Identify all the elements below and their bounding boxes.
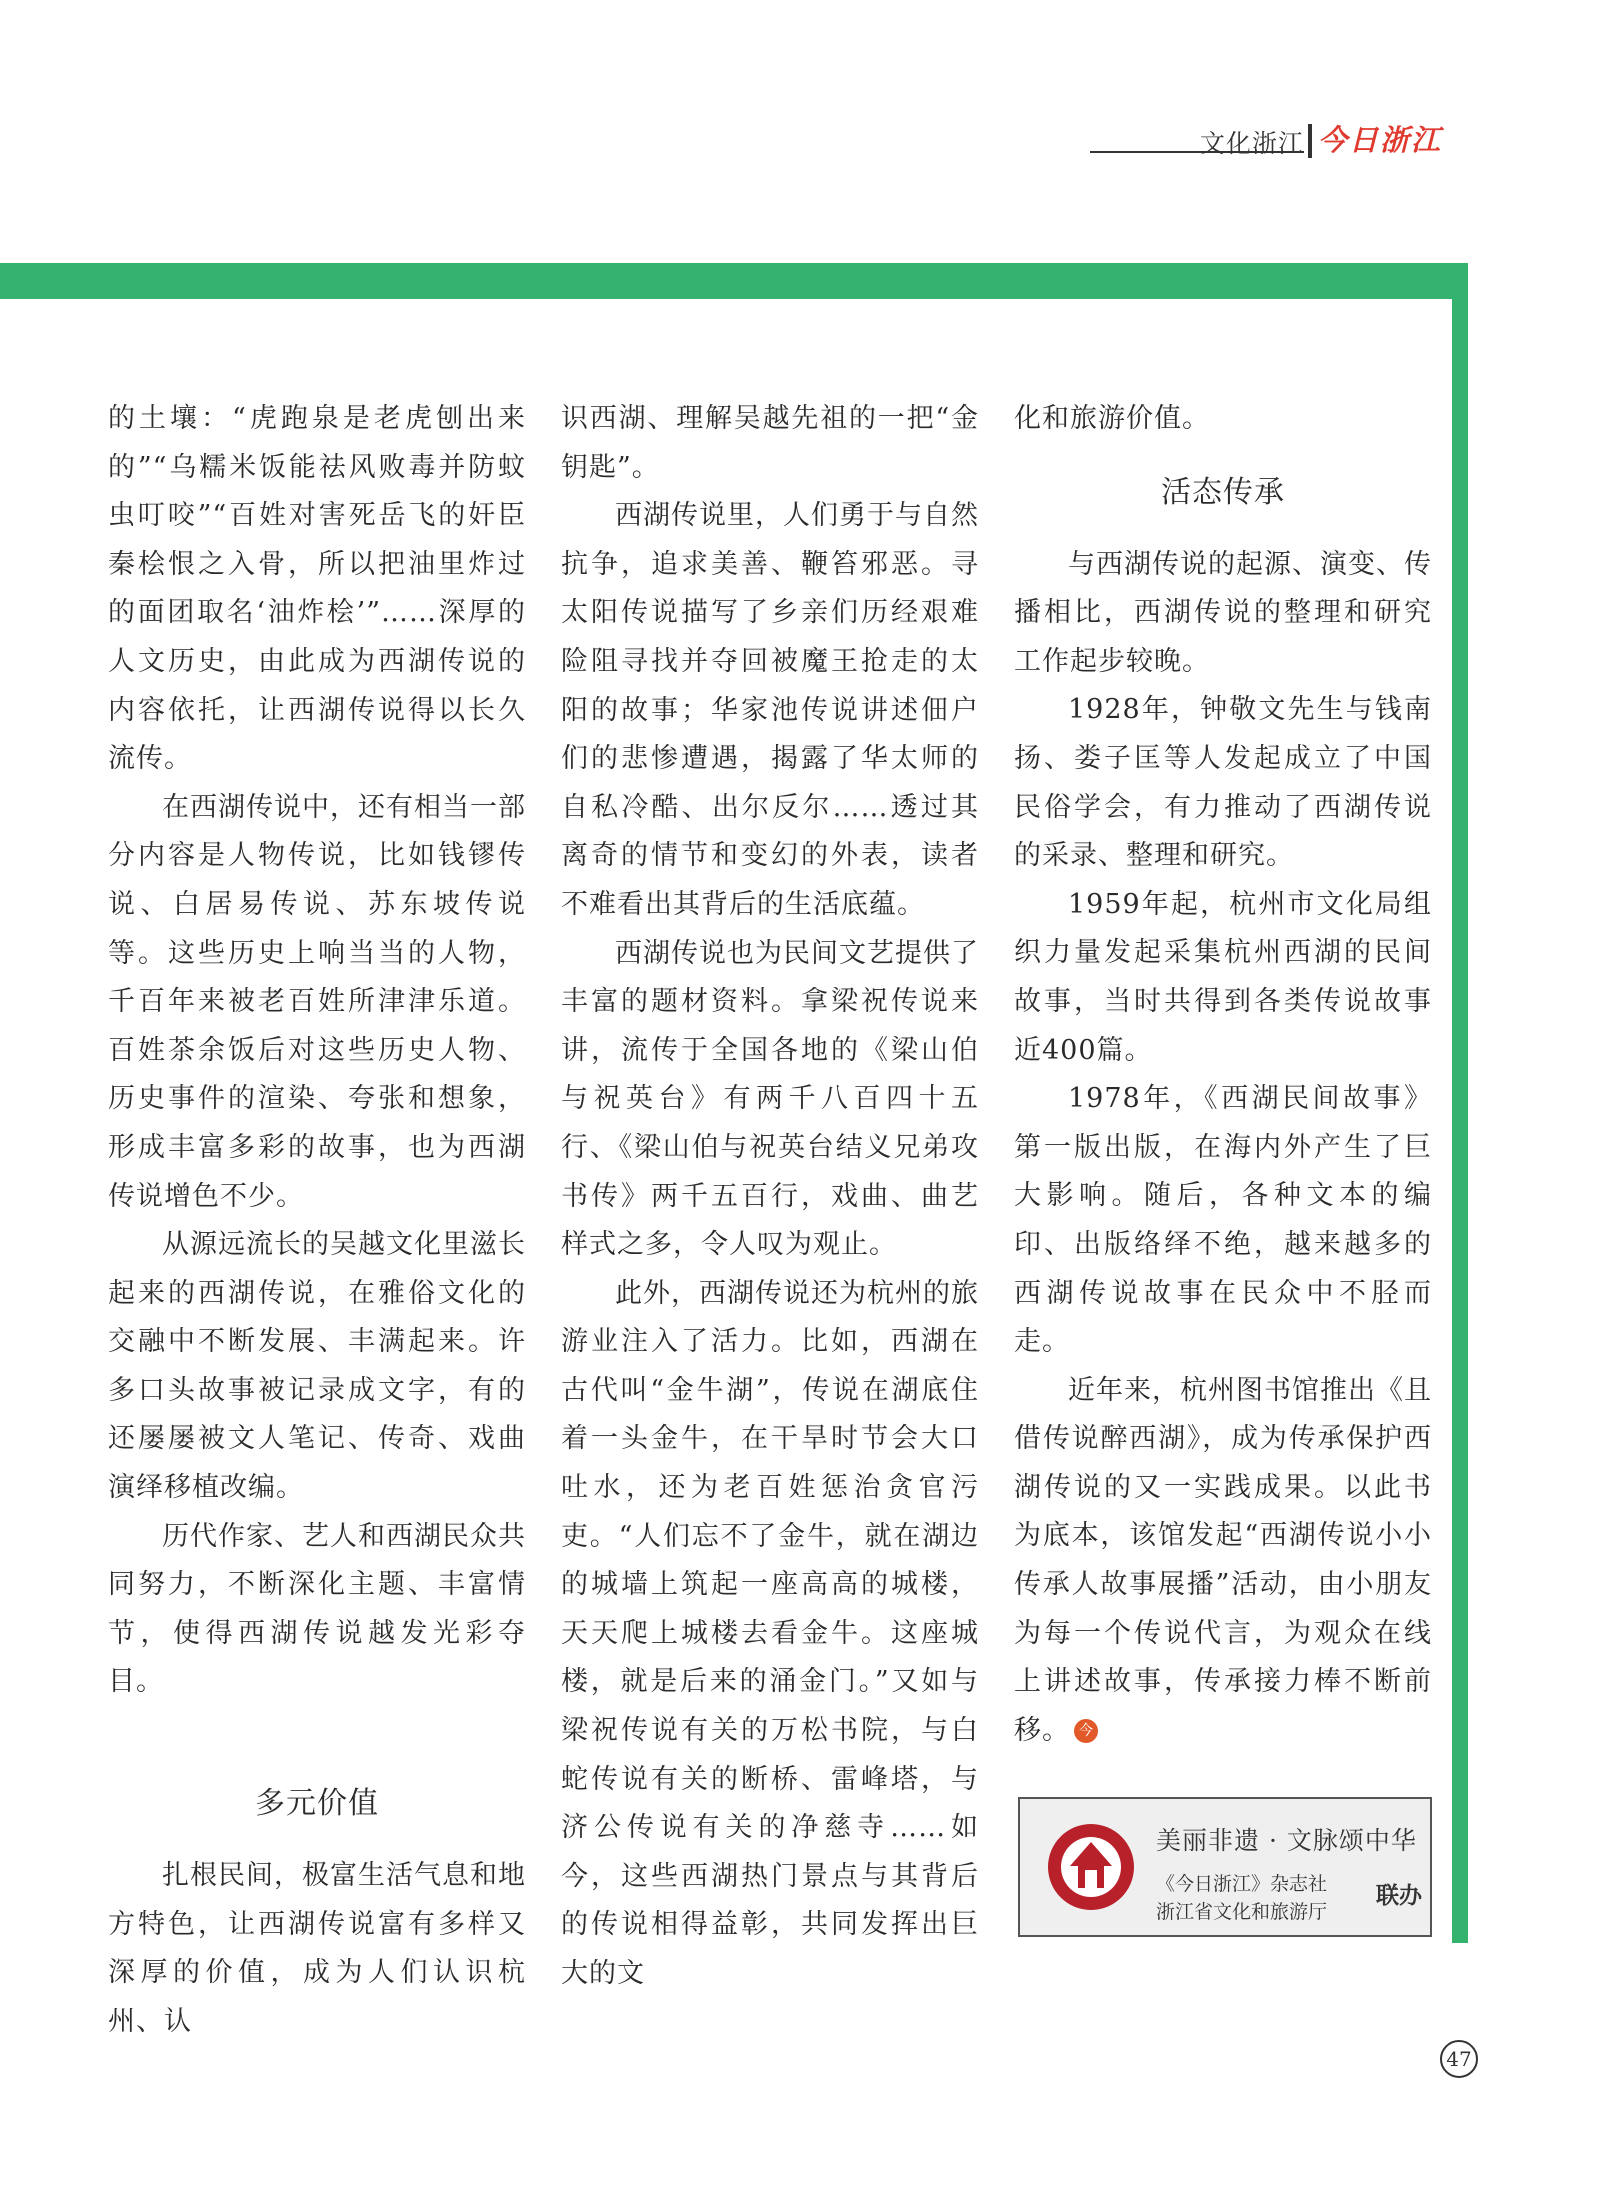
article-column-1	[108, 395, 526, 2046]
green-side-bar	[1452, 263, 1468, 1943]
sponsor-org-magazine: 《今日浙江》杂志社	[1156, 1873, 1328, 1895]
paragraph: 在西湖传说中，还有相当一部分内容是人物传说，比如钱镠传说、白居易传说、苏东坡传说等。这些历史上响当当的人物，千百年来被老百姓所津津乐道。百姓茶余饭后对这些历史人物、历史事件的渲染、夸张和想象，形成丰富多彩的故事，也为西湖传说增色不少。	[108, 791, 526, 1212]
article-column-2	[561, 395, 979, 1999]
green-top-band	[0, 263, 1468, 299]
paragraph: 扎根民间，极富生活气息和地方特色，让西湖传说富有多样又深厚的价值，成为人们认识杭州、认	[108, 1860, 526, 2037]
magazine-logo: 今日浙江	[1318, 123, 1443, 157]
paragraph: 1978年，《西湖民间故事》第一版出版，在海内外产生了巨大影响。随后，各种文本的编印、出版络绎不绝，越来越多的西湖传说故事在民众中不胫而走。	[1014, 1083, 1432, 1358]
header-section-title: 文化浙江	[1200, 129, 1305, 158]
intangible-heritage-seal-icon	[1046, 1822, 1136, 1912]
sponsor-org-department: 浙江省文化和旅游厅	[1156, 1901, 1328, 1923]
paragraph: 从源远流长的吴越文化里滋长起来的西湖传说，在雅俗文化的交融中不断发展、丰满起来。许多口头故事被记录成文字，有的还屡屡被文人笔记、传奇、戏曲演绎移植改编。	[108, 1229, 526, 1504]
paragraph: 识西湖、理解吴越先祖的一把“金钥匙”。	[561, 403, 979, 483]
sponsor-joint-label: 联办	[1376, 1883, 1422, 1909]
paragraph: 的土壤：“虎跑泉是老虎刨出来的”“乌糯米饭能祛风败毒并防蚊虫叮咬”“百姓对害死岳飞的奸臣秦桧恨之入骨，所以把油里炸过的面团取名‘油炸桧’”……深厚的人文历史，由此成为西湖传说的内容依托，让西湖传说得以长久流传。	[108, 403, 526, 775]
sponsor-title: 美丽非遗 · 文脉颂中华	[1156, 1826, 1417, 1855]
paragraph: 化和旅游价值。	[1014, 403, 1210, 434]
paragraph: 1928年，钟敬文先生与钱南扬、娄子匡等人发起成立了中国民俗学会，有力推动了西湖传说的采录、整理和研究。	[1014, 694, 1432, 872]
paragraph: 与西湖传说的起源、演变、传播相比，西湖传说的整理和研究工作起步较晚。	[1014, 548, 1432, 677]
sponsor-box	[1018, 1797, 1432, 1937]
section-heading-living: 活态传承	[1161, 474, 1285, 510]
paragraph: 此外，西湖传说还为杭州的旅游业注入了活力。比如，西湖在古代叫“金牛湖”，传说在湖底住着一头金牛，在干旱时节会大口吐水，还为老百姓惩治贪官污吏。“人们忘不了金牛，就在湖边的城墙上筑起一座高高的城楼，天天爬上城楼去看金牛。这座城楼，就是后来的涌金门。”又如与梁祝传说有关的万松书院，与白蛇传说有关的断桥、雷峰塔，与济公传说有关的净慈寺……如今，这些西湖热门景点与其背后的传说相得益彰，共同发挥出巨大的文	[561, 1277, 979, 1989]
paragraph: 历代作家、艺人和西湖民众共同努力，不断深化主题、丰富情节，使得西湖传说越发光彩夺目。	[108, 1520, 526, 1698]
end-mark-icon: 今	[1074, 1719, 1098, 1743]
paragraph: 西湖传说也为民间文艺提供了丰富的题材资料。拿梁祝传说来讲，流传于全国各地的《梁山伯与祝英台》有两千八百四十五行、《梁山伯与祝英台结义兄弟攻书传》两千五百行，戏曲、曲艺样式之多，令人叹为观止。	[561, 937, 979, 1261]
paragraph: 西湖传说里，人们勇于与自然抗争，追求美善、鞭笞邪恶。寻太阳传说描写了乡亲们历经艰难险阻寻找并夺回被魔王抢走的太阳的故事；华家池传说讲述佃户们的悲惨遭遇，揭露了华太师的自私冷酷、出尔反尔……透过其离奇的情节和变幻的外表，读者不难看出其背后的生活底蕴。	[561, 500, 979, 920]
header-divider	[1308, 124, 1312, 158]
page-number: 47	[1440, 2040, 1478, 2078]
paragraph: 1959年起，杭州市文化局组织力量发起采集杭州西湖的民间故事，当时共得到各类传说故事近400篇。	[1014, 888, 1432, 1066]
article-column-3	[1014, 395, 1432, 1755]
section-heading-value: 多元价值	[255, 1786, 379, 1822]
paragraph-text: 近年来，杭州图书馆推出《且借传说醉西湖》，成为传承保护西湖传说的又一实践成果。以此书为底本，该馆发起“西湖传说小小传承人故事展播”活动，由小朋友为每一个传说代言，为观众在线上讲述故事，传承接力棒不断前移。	[1014, 1374, 1432, 1746]
paragraph-final	[1014, 1367, 1432, 1756]
